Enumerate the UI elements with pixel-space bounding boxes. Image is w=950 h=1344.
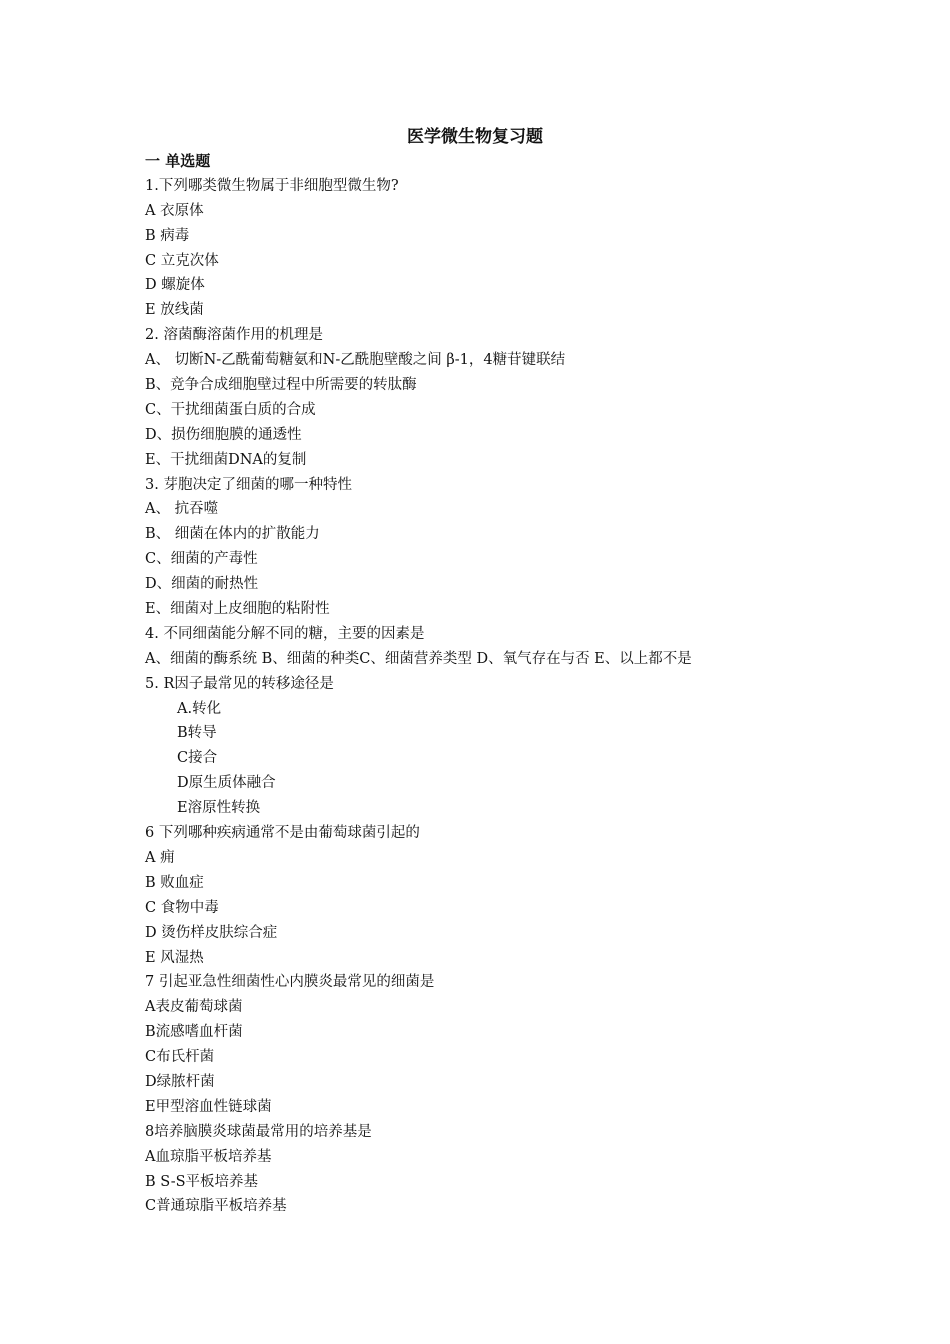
text-line: B转导 <box>177 725 217 742</box>
text-line: 7 引起亚急性细菌性心内膜炎最常见的细菌是 <box>145 974 435 991</box>
text-line: B 败血症 <box>145 874 204 891</box>
text-line: 3. 芽胞决定了细菌的哪一种特性 <box>145 476 352 493</box>
question-lines <box>145 174 845 1219</box>
text-line: 1.下列哪类微生物属于非细胞型微生物? <box>145 177 399 194</box>
text-line: C、干扰细菌蛋白质的合成 <box>145 401 316 418</box>
text-line: C普通琼脂平板培养基 <box>145 1198 287 1215</box>
text-line: B、竞争合成细胞壁过程中所需要的转肽酶 <box>145 377 417 394</box>
text-line: 5. R因子最常见的转移途径是 <box>145 675 334 692</box>
text-line: A血琼脂平板培养基 <box>145 1148 272 1165</box>
text-line: C 立克次体 <box>145 252 219 269</box>
text-line: C、细菌的产毒性 <box>145 551 258 568</box>
text-line: D、损伤细胞膜的通透性 <box>145 426 302 443</box>
text-line: 4. 不同细菌能分解不同的糖，主要的因素是 <box>145 625 425 642</box>
text-line: B流感嗜血杆菌 <box>145 1024 243 1041</box>
text-line: A、 抗吞噬 <box>145 501 219 518</box>
text-line: B 病毒 <box>145 227 190 244</box>
text-line: 2. 溶菌酶溶菌作用的机理是 <box>145 327 323 344</box>
text-line: A.转化 <box>177 700 222 717</box>
text-line: E甲型溶血性链球菌 <box>145 1098 272 1115</box>
text-line: A、细菌的酶系统 B、细菌的种类C、细菌营养类型 D、氧气存在与否 E、以上都不是 <box>145 650 692 667</box>
text-line: E、细菌对上皮细胞的粘附性 <box>145 601 330 618</box>
text-line: A 痈 <box>145 849 175 866</box>
text-line: D 螺旋体 <box>145 277 205 294</box>
text-line: E、干扰细菌DNA的复制 <box>145 451 307 468</box>
text-line: E 风湿热 <box>145 949 204 966</box>
question-list <box>145 149 845 1219</box>
text-line: A 衣原体 <box>145 202 204 219</box>
text-line: D绿脓杆菌 <box>145 1073 215 1090</box>
text-line: C 食物中毒 <box>145 899 219 916</box>
text-line: B、 细菌在体内的扩散能力 <box>145 526 320 543</box>
text-line: D 烫伤样皮肤综合症 <box>145 924 278 941</box>
text-line: C接合 <box>177 750 218 767</box>
text-line: 6 下列哪种疾病通常不是由葡萄球菌引起的 <box>145 825 420 842</box>
text-line: D、细菌的耐热性 <box>145 576 259 593</box>
text-line: D原生质体融合 <box>177 775 276 792</box>
text-line: A表皮葡萄球菌 <box>145 999 243 1016</box>
text-line: C布氏杆菌 <box>145 1049 215 1066</box>
section-heading: 一 单选题 <box>145 152 211 170</box>
document-title: 医学微生物复习题 <box>407 127 543 147</box>
text-line: 8培养脑膜炎球菌最常用的培养基是 <box>145 1123 372 1140</box>
text-line: B S-S平板培养基 <box>145 1173 259 1190</box>
text-line: E溶原性转换 <box>177 800 261 817</box>
text-line: A、 切断N-乙酰葡萄糖氨和N-乙酰胞壁酸之间 β-1，4糖苷键联结 <box>145 352 566 369</box>
text-line: E 放线菌 <box>145 302 204 319</box>
